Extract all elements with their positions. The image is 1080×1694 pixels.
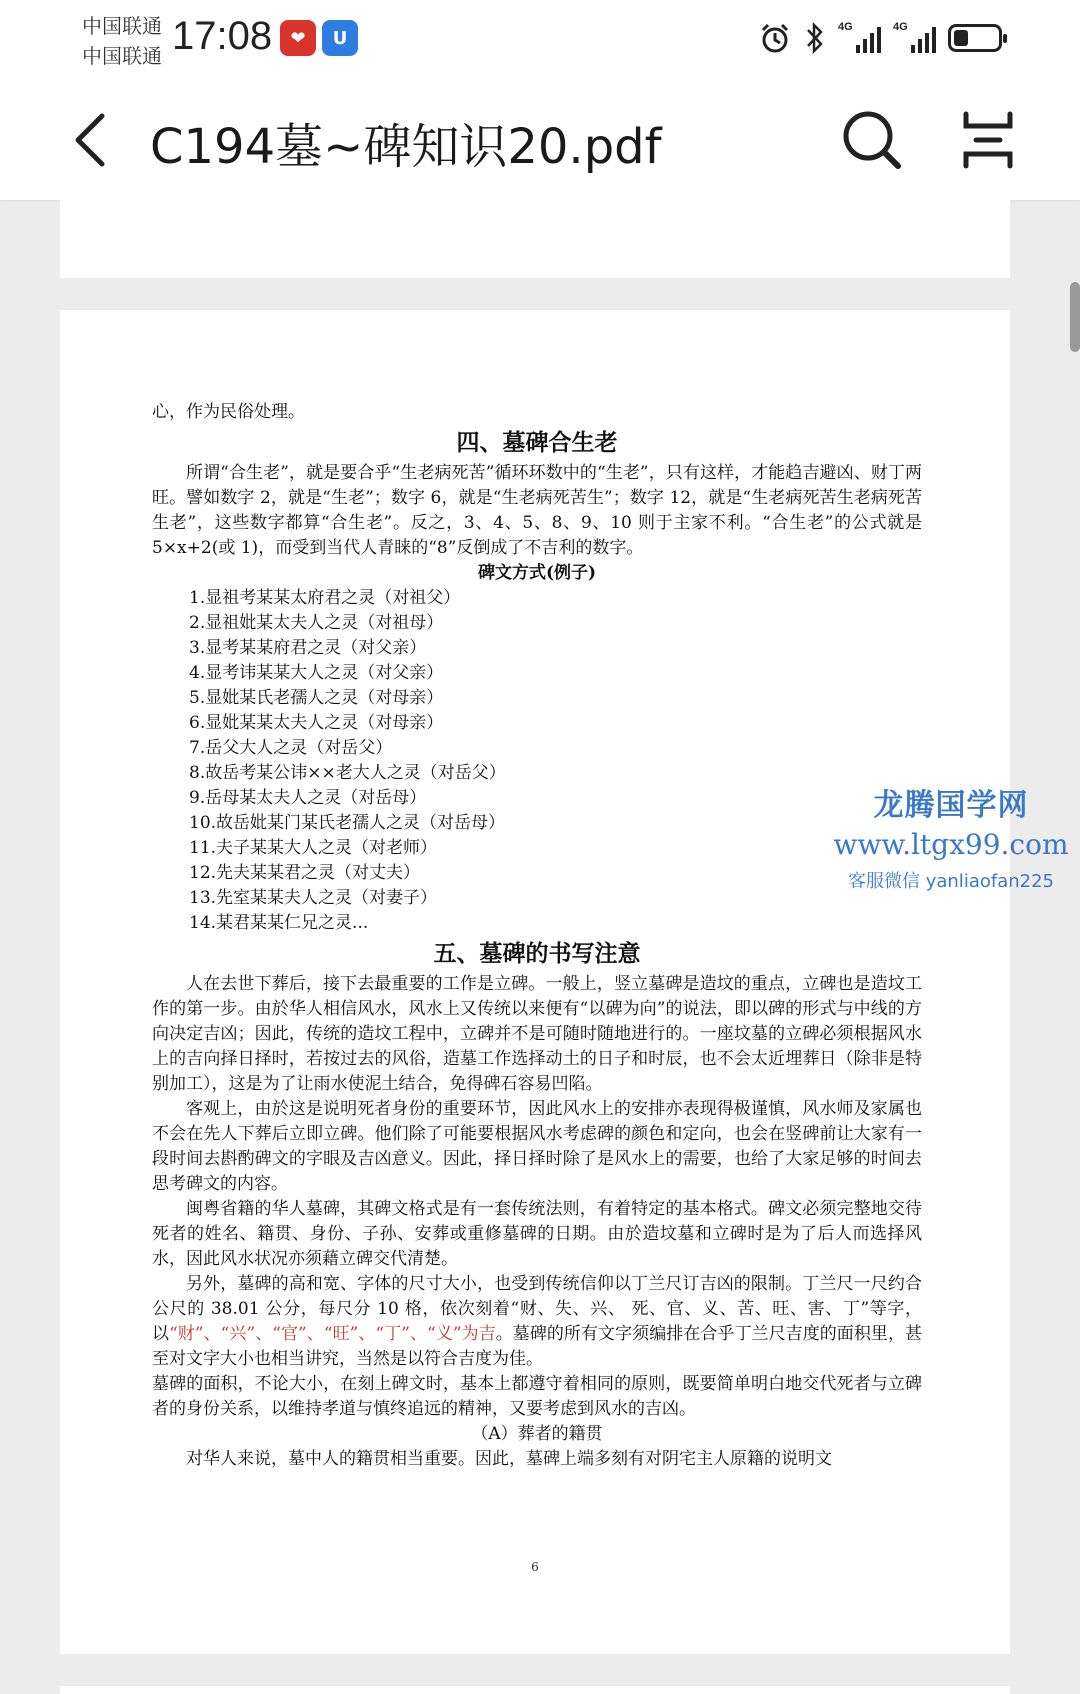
paragraph-6: 对华人来说，墓中人的籍贯相当重要。因此，墓碑上端多刻有对阴宅主人原籍的说明文 <box>186 1449 832 1469</box>
paragraph-4 <box>152 1272 922 1372</box>
watermark-url: www.ltgx99.com <box>833 828 1069 861</box>
signal-1-label: 4G <box>838 21 853 33</box>
reading-mode-icon <box>958 110 1018 170</box>
pdf-page <box>60 310 1010 1654</box>
previous-page <box>60 200 1010 278</box>
list-item: 6.显妣某某太夫人之灵（对母亲） <box>189 713 444 733</box>
paragraph-4-end: 。墓碑的所有文字须编排在合乎丁兰尺吉度的面积里，甚至对文字大小也相当讲究，当然是以符合吉度为佳。 <box>152 1324 923 1369</box>
list-item: 4.显考讳某某大人之灵（对父亲） <box>189 663 444 683</box>
list-item: 8.故岳考某公讳××老大人之灵（对岳父） <box>189 763 506 783</box>
list-item: 1.显祖考某某太府君之灵（对祖父） <box>189 588 461 608</box>
app-notification-icon: ❤ <box>280 20 316 56</box>
examples-list <box>152 586 922 936</box>
section-5-heading: 五、墓碑的书写注意 <box>433 940 641 967</box>
list-item: 9.岳母某太夫人之灵（对岳母） <box>189 788 427 808</box>
list-item: 2.显祖妣某太夫人之灵（对祖母） <box>189 613 444 633</box>
battery-icon <box>948 24 1002 52</box>
examples-heading: 碑文方式(例子) <box>477 563 597 583</box>
carrier-1: 中国联通 <box>82 14 162 38</box>
section-4-paragraph: 所谓“合生老”，就是要合乎“生老病死苦”循环环数中的“生老”，只有这样，才能趋吉避凶、财丁两旺。譬如数字 2，就是“生老”；数字 6，就是“生老病死苦生”；数字 12，就是“生老病死苦生老病死苦生老”，这些数字都算“合生老”。反之，3、4、5、8、9、10 则于主家不利。“合生老”的公式就是 5×x+2(或 1)，而受到当代人青睐的“8”反倒成了不吉利的数字。 <box>152 463 922 558</box>
paragraph-5: 墓碑的面积，不论大小，在刻上碑文时，基本上都遵守着相同的原则，既要简单明白地交代死者与立碑者的身份关系，以维持孝道与慎终追远的精神，又要考虑到风水的吉凶。 <box>152 1374 922 1419</box>
document-title: C194墓~碑知识20.pdf <box>150 119 662 175</box>
list-item: 12.先夫某某君之灵（对丈夫） <box>189 863 421 883</box>
signal-2-icon <box>893 23 936 53</box>
scrollbar-thumb[interactable] <box>1070 282 1080 352</box>
list-item: 10.故岳妣某门某氏老孺人之灵（对岳母） <box>189 813 506 833</box>
watermark-contact: 客服微信 yanliaofan225 <box>848 871 1054 892</box>
section-4-heading: 四、墓碑合生老 <box>456 429 618 456</box>
search-icon <box>840 108 904 172</box>
system-icons <box>758 18 1002 58</box>
page-number: 6 <box>531 1560 539 1574</box>
paragraph-1: 人在去世下葬后，接下去最重要的工作是立碑。一般上，竖立墓碑是造坟的重点，立碑也是造坟工作的第一步。由於华人相信风水，风水上又传统以来便有“以碑为向”的说法，即以碑的形式与中线的方向决定吉凶；因此，传统的造坟工程中，立碑并不是可随时随地进行的。一座坟墓的立碑必须根据风水上的吉向择日择时，若按过去的风俗，造墓工作选择动土的日子和时辰，也不会太近埋葬日（除非是特别加工），这是为了让雨水使泥土结合，免得碑石容易凹陷。 <box>152 974 922 1094</box>
shield-app-icon: U <box>322 20 358 56</box>
back-button[interactable] <box>66 110 118 170</box>
signal-1-icon <box>838 23 881 53</box>
reading-mode-button[interactable] <box>958 110 1018 170</box>
highlighted-auspicious-characters: “财”、“兴”、“官”、“旺”、“丁”、“义”为吉 <box>169 1324 496 1344</box>
list-item: 7.岳父大人之灵（对岳父） <box>189 738 393 758</box>
bluetooth-icon <box>804 21 826 55</box>
back-arrow-icon <box>66 110 118 170</box>
status-time: 17:08 <box>172 14 273 58</box>
alarm-icon <box>758 21 792 55</box>
page-content <box>152 400 922 1472</box>
signal-2-label: 4G <box>893 21 908 33</box>
subsection-a-heading: （A）葬者的籍贯 <box>471 1424 603 1444</box>
list-item: 3.显考某某府君之灵（对父亲） <box>189 638 427 658</box>
list-item: 11.夫子某某大人之灵（对老师） <box>189 838 438 858</box>
paragraph-4-start: 另外，墓碑的高和宽、字体的尺寸大小，也受到传统信仰以丁兰尺订吉凶的限制。丁兰尺一尺约合公尺的 38.01 公分，每尺分 10 格，依次刻着“财、失、兴、 死、官、义、苦、旺、害、丁”等字，以 <box>152 1274 922 1344</box>
paragraph-2: 客观上，由於这是说明死者身份的重要环节，因此风水上的安排亦表现得极谨慎，风水师及家属也不会在先人下葬后立即立碑。他们除了可能要根据风水考虑碑的颜色和定向，也会在竖碑前让大家有一段时间去斟酌碑文的字眼及吉凶意义。因此，择日择时除了是风水上的需要，也给了大家足够的时间去思考碑文的内容。 <box>152 1099 922 1194</box>
paragraph-3: 闽粤省籍的华人墓碑，其碑文格式是有一套传统法则，有着特定的基本格式。碑文必须完整地交待死者的姓名、籍贯、身份、子孙、安葬或重修墓碑的日期。由於造坟墓和立碑时是为了后人而选择风水，因此风水状况亦须藉立碑交代清楚。 <box>152 1199 922 1269</box>
status-bar <box>0 0 1080 80</box>
list-item: 13.先室某某夫人之灵（对妻子） <box>189 888 438 908</box>
lead-line: 心，作为民俗处理。 <box>152 402 305 422</box>
list-item: 14.某君某某仁兄之灵... <box>189 913 369 933</box>
next-page <box>60 1686 1010 1694</box>
search-button[interactable] <box>840 108 904 172</box>
watermark <box>826 780 1076 893</box>
list-item: 5.显妣某氏老孺人之灵（对母亲） <box>189 688 444 708</box>
carrier-2: 中国联通 <box>82 44 162 68</box>
watermark-site-name: 龙腾国学网 <box>873 788 1029 823</box>
app-header <box>0 80 1080 200</box>
